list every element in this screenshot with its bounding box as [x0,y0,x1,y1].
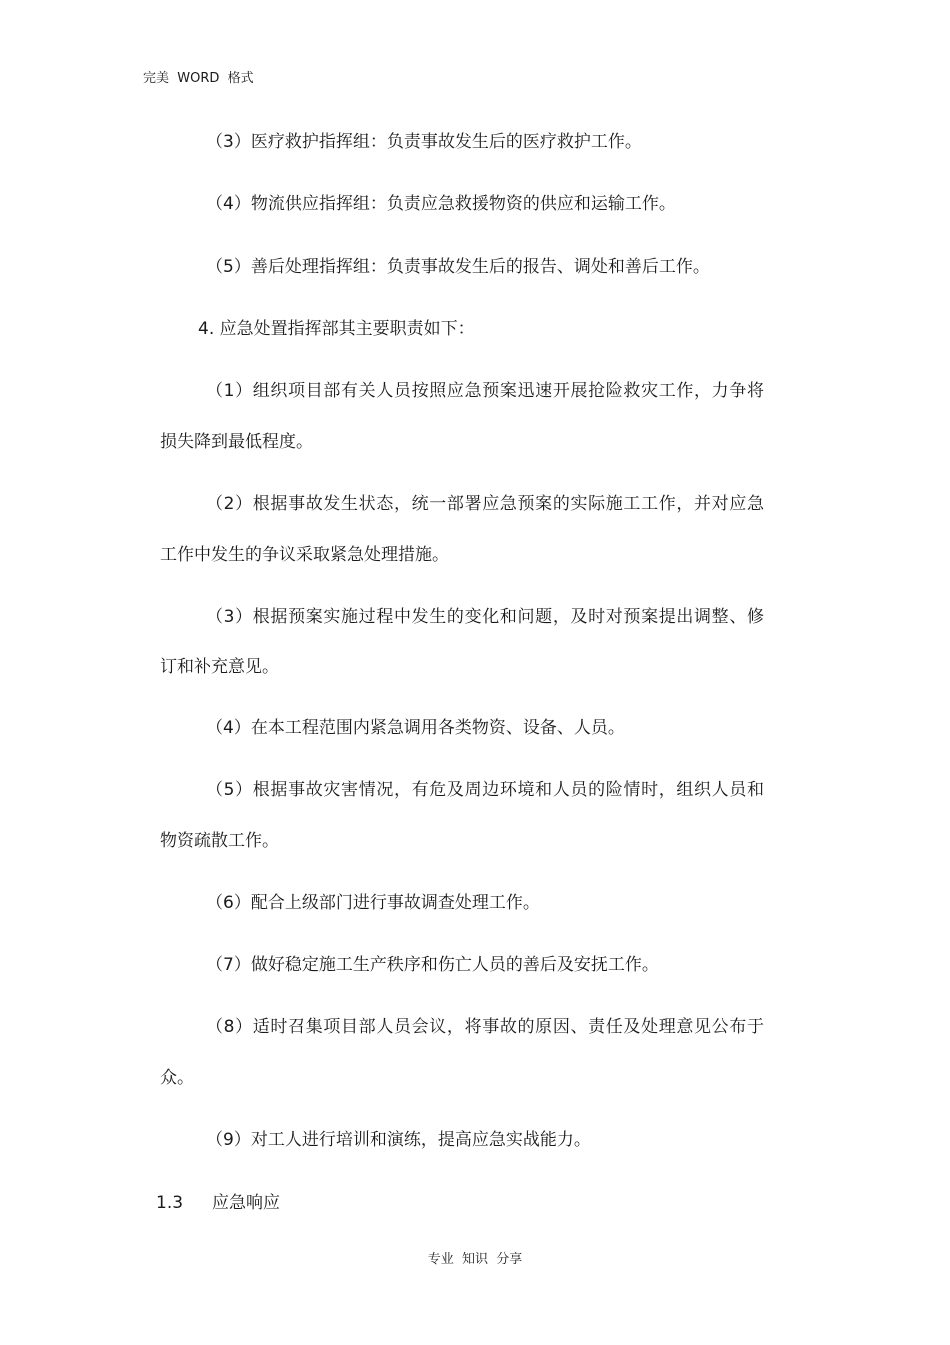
list-item: （9）对工人进行培训和演练，提高应急实战能力。 [206,1130,591,1150]
list-item: （8）适时召集项目部人员会议，将事故的原因、责任及处理意见公布于 [206,1017,764,1037]
section-title: 应急响应 [212,1193,280,1213]
list-item: （6）配合上级部门进行事故调查处理工作。 [206,893,540,913]
page-footer: 专业 知识 分享 [427,1252,523,1267]
list-item: （5）善后处理指挥组：负责事故发生后的报告、调处和善后工作。 [206,257,710,277]
list-item: （7）做好稳定施工生产秩序和伤亡人员的善后及安抚工作。 [206,955,659,975]
list-item: （4）物流供应指挥组：负责应急救援物资的供应和运输工作。 [206,194,676,214]
list-item: （5）根据事故灾害情况，有危及周边环境和人员的险情时，组织人员和 [206,780,764,800]
list-item-continuation: 订和补充意见。 [160,657,279,677]
subheading: 4. 应急处置指挥部其主要职责如下： [198,319,475,339]
list-item: （3）根据预案实施过程中发生的变化和问题，及时对预案提出调整、修 [206,607,764,627]
section-number: 1.3 [156,1193,184,1213]
list-item-continuation: 工作中发生的争议采取紧急处理措施。 [160,545,449,565]
list-item-continuation: 损失降到最低程度。 [160,432,313,452]
section-heading [156,1192,280,1214]
list-item: （2）根据事故发生状态，统一部署应急预案的实际施工工作，并对应急 [206,494,764,514]
list-item: （1）组织项目部有关人员按照应急预案迅速开展抢险救灾工作，力争将 [206,381,764,401]
page-header: 完美 WORD 格式 [143,71,254,86]
list-item-continuation: 众。 [160,1068,194,1088]
list-item-continuation: 物资疏散工作。 [160,831,279,851]
list-item: （4）在本工程范围内紧急调用各类物资、设备、人员。 [206,718,625,738]
list-item: （3）医疗救护指挥组：负责事故发生后的医疗救护工作。 [206,132,642,152]
